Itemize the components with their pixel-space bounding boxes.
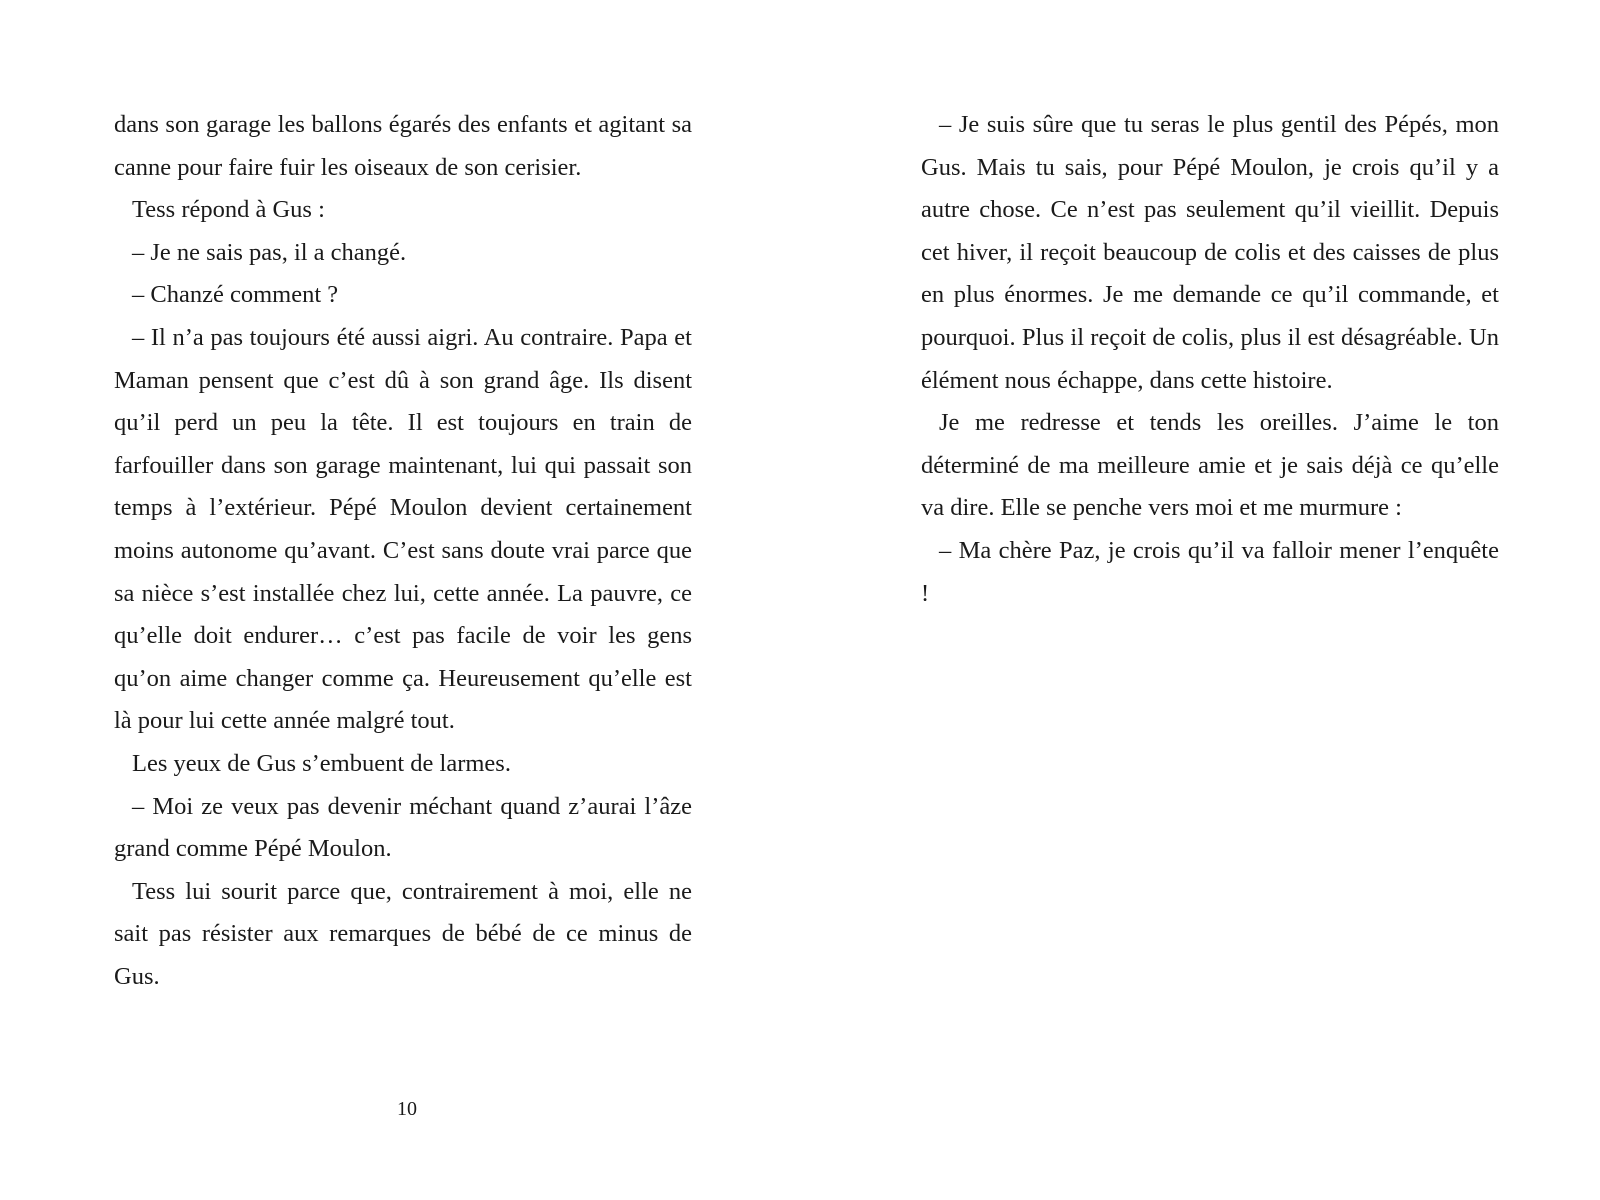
paragraph: – Chanzé comment ? — [132, 281, 339, 309]
paragraph: – Il n’a pas toujours été aussi aigri. Au contraire. Papa et Maman pensent que c’est dû à son grand âge. Ils disent qu’il perd un peu la tête. Il est toujours en train de farfouiller dans son garage maintenant, lui qui passait son temps à l’extérieur. Pépé Moulon devient certainement moins autonome qu’avant. C’est sans doute vrai parce que sa nièce s’est installée chez lui, cette année. La pauvre, ce qu’elle doit endurer… c’est pas facile de voir les gens qu’on aime changer comme ça. Heureusement qu’elle est là pour lui cette année malgré tout. — [114, 323, 692, 735]
paragraph: dans son garage les ballons égarés des enfants et agitant sa canne pour faire fuir les oiseaux de son cerisier. — [114, 111, 692, 181]
paragraph: – Moi ze veux pas devenir méchant quand z’aurai l’âze grand comme Pépé Moulon. — [114, 792, 692, 863]
right-page — [921, 104, 1499, 615]
paragraph: – Je ne sais pas, il a changé. — [132, 238, 407, 266]
paragraph: Je me redresse et tends les oreilles. J’aime le ton déterminé de ma meilleure amie et je sais déjà ce qu’elle va dire. Elle se penche vers moi et me murmure : — [921, 409, 1499, 522]
paragraph: Tess lui sourit parce que, contrairement à moi, elle ne sait pas résister aux remarques de bébé de ce minus de Gus. — [114, 877, 692, 990]
paragraph: – Je suis sûre que tu seras le plus gentil des Pépés, mon Gus. Mais tu sais, pour Pépé Moulon, je crois qu’il y a autre chose. Ce n’est pas seulement qu’il vieillit. Depuis cet hiver, il reçoit beaucoup de colis et des caisses de plus en plus énormes. Je me demande ce qu’il commande, et pourquoi. Plus il reçoit de colis, plus il est désagréable. Un élément nous échappe, dans cette histoire. — [921, 111, 1499, 394]
paragraph: Les yeux de Gus s’embuent de larmes. — [132, 749, 511, 777]
paragraph: Tess répond à Gus : — [132, 196, 325, 224]
paragraph: – Ma chère Paz, je crois qu’il va falloir mener l’enquête ! — [921, 536, 1499, 607]
page-number: 10 — [397, 1098, 417, 1120]
left-page — [114, 104, 692, 998]
